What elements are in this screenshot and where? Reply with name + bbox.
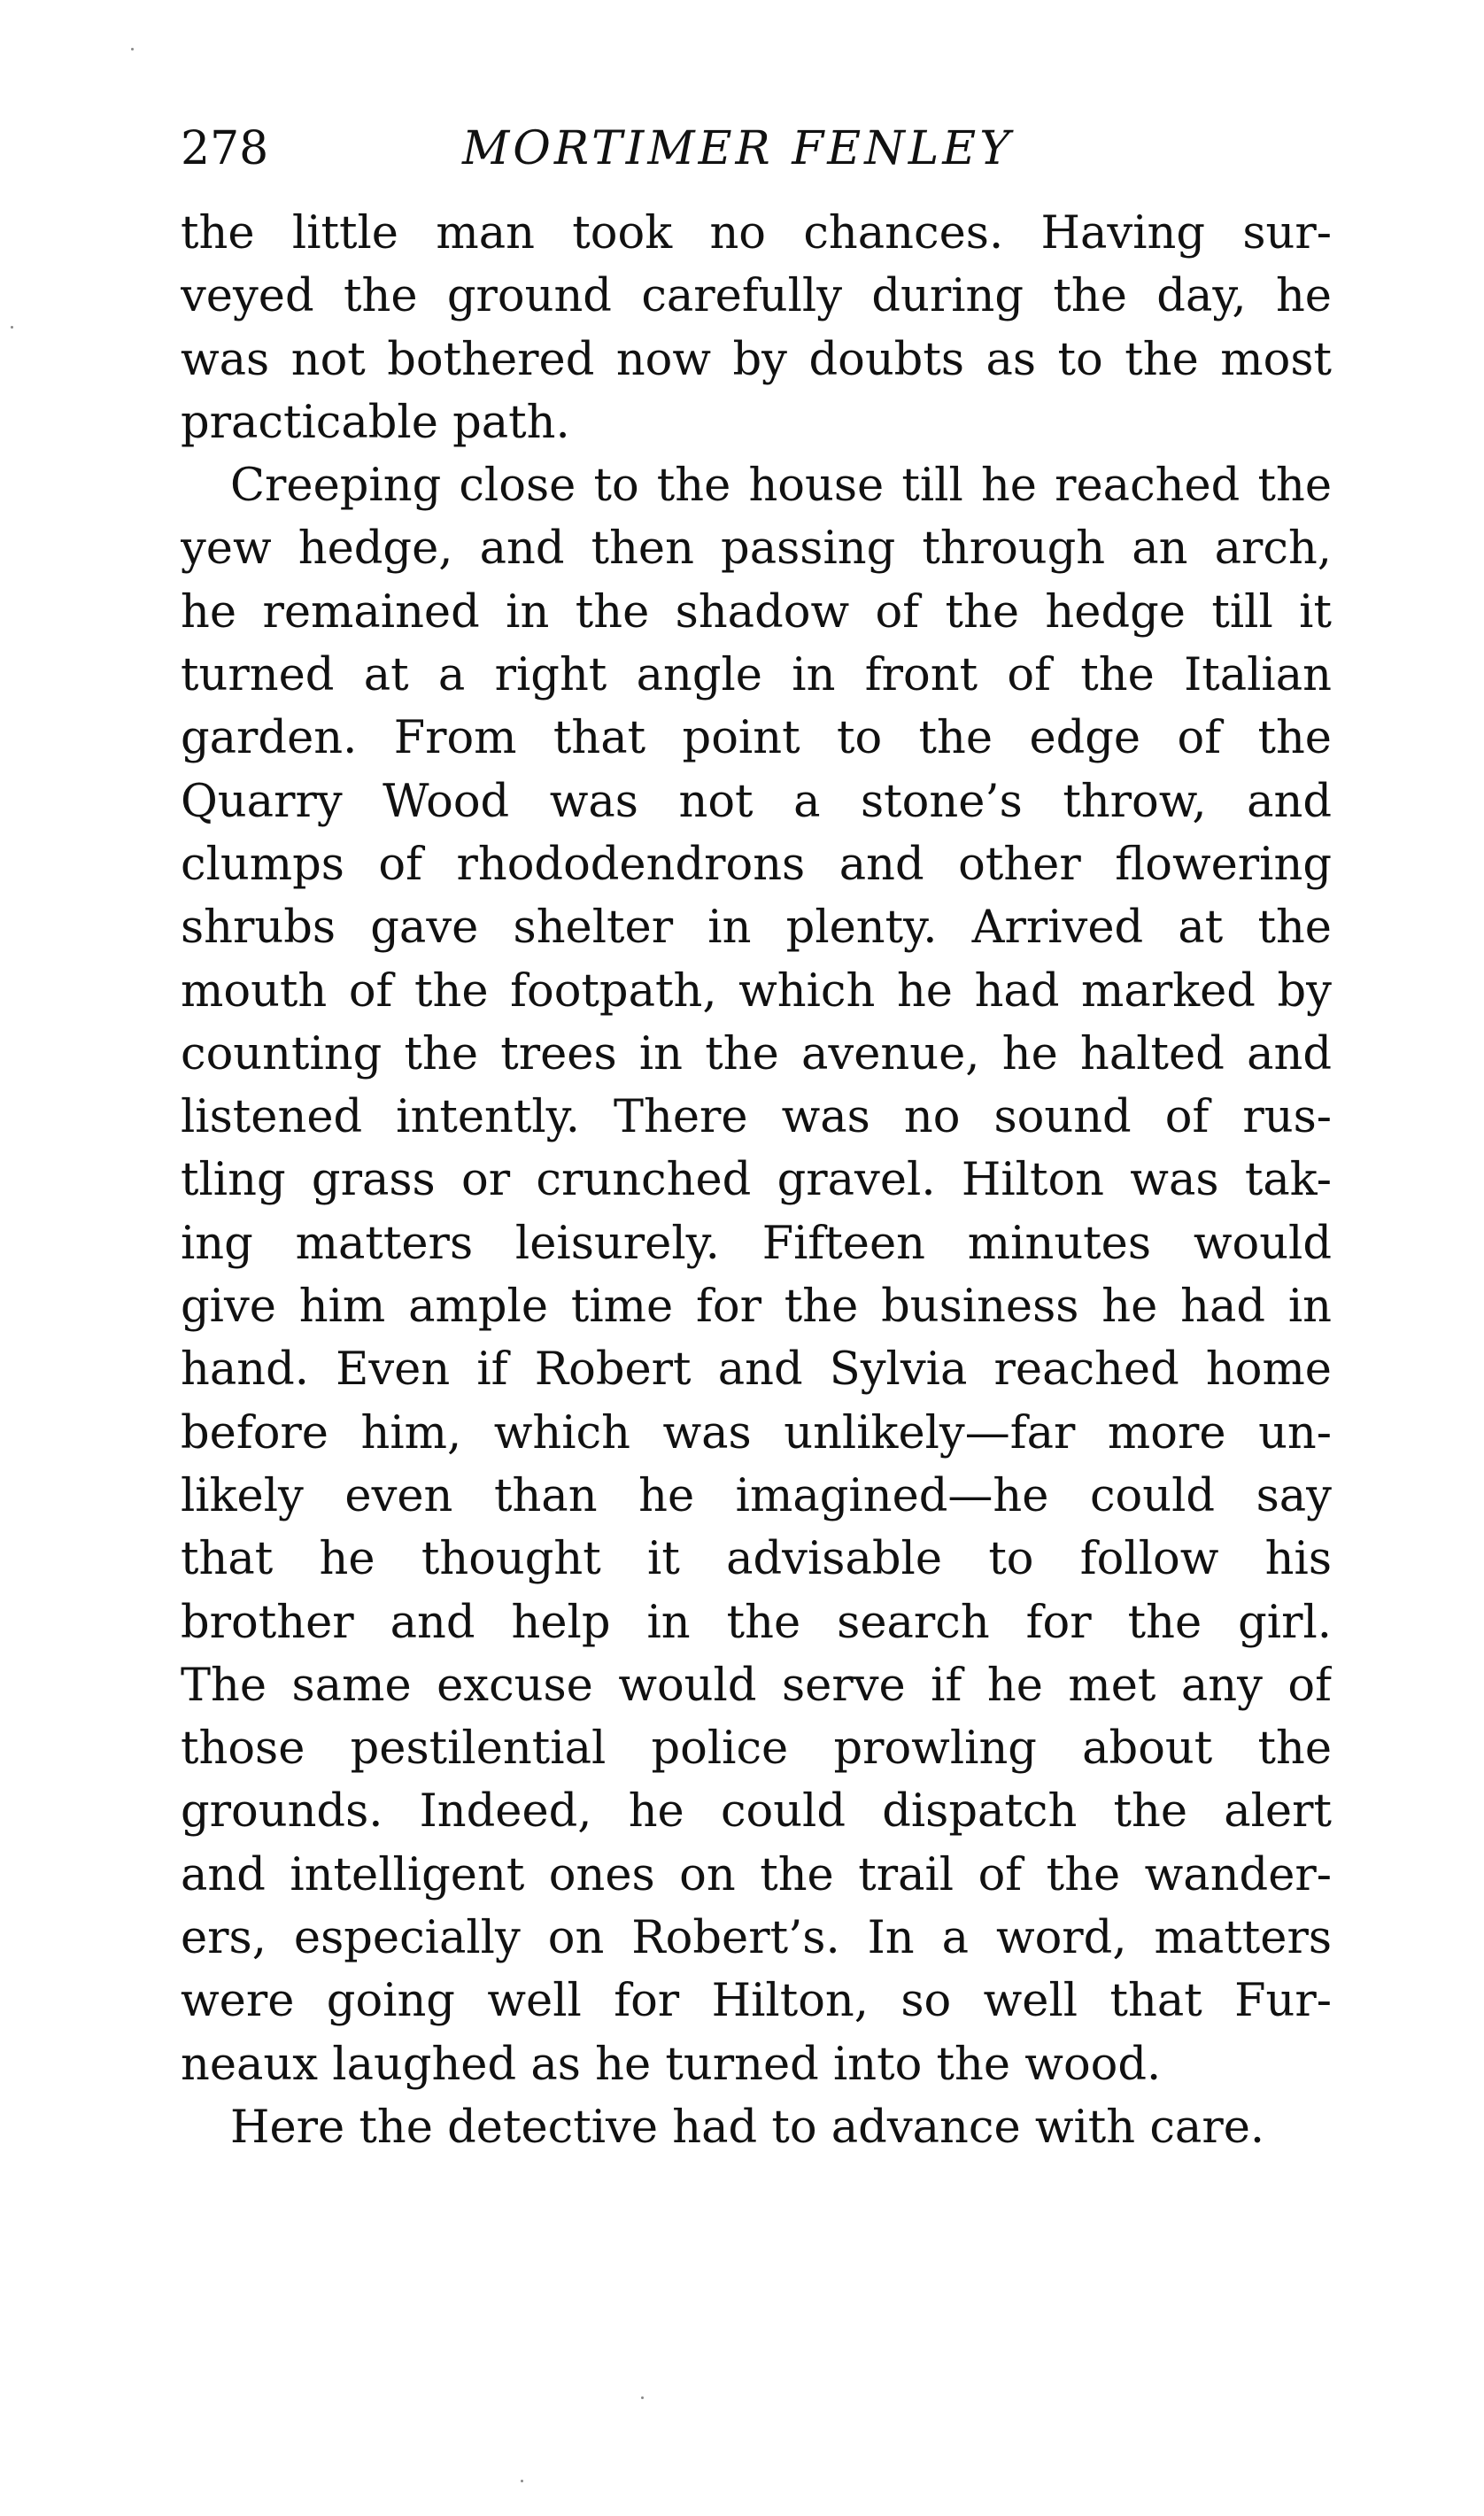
text-line: grounds. Indeed, he could dispatch the alert: [181, 1785, 1332, 1839]
text-line: the little man took no chances. Having sur-: [181, 207, 1332, 259]
page-header: [181, 113, 1332, 184]
text-line: garden. From that point to the edge of the: [181, 712, 1332, 765]
ink-speck: [641, 2396, 644, 2399]
ink-speck: [521, 2480, 523, 2482]
text-line: neaux laughed as he turned into the wood.: [181, 2038, 1162, 2091]
text-line: that he thought it advisable to follow his: [181, 1533, 1332, 1586]
text-line: he remained in the shadow of the hedge till it: [181, 585, 1332, 639]
body-text: [181, 202, 1332, 2159]
text-line: The same excuse would serve if he met any of: [181, 1659, 1332, 1712]
text-line: tling grass or crunched gravel. Hilton was tak-: [181, 1154, 1332, 1207]
text-line: Quarry Wood was not a stone’s throw, and: [181, 775, 1332, 828]
text-line: ers, especially on Robert’s. In a word, matters: [181, 1912, 1332, 1965]
text-line: likely even than he imagined—he could say: [181, 1469, 1332, 1522]
text-line: Creeping close to the house till he reached the: [230, 460, 1332, 513]
text-line: listened intently. There was no sound of rus-: [181, 1091, 1332, 1144]
text-line: shrubs gave shelter in plenty. Arrived at the: [181, 902, 1332, 955]
text-line: was not bothered now by doubts as to the most: [181, 333, 1332, 386]
text-line: counting the trees in the avenue, he halted and: [181, 1027, 1332, 1080]
text-line: and intelligent ones on the trail of the wander-: [181, 1848, 1332, 1901]
text-line: those pestilential police prowling about the: [181, 1722, 1332, 1776]
text-line: ing matters leisurely. Fifteen minutes would: [181, 1217, 1332, 1270]
text-line: hand. Even if Robert and Sylvia reached home: [181, 1343, 1332, 1397]
text-line: Here the detective had to advance with care.: [230, 2101, 1265, 2154]
ink-speck: [131, 48, 134, 50]
running-title: MORTIMER FENLEY: [462, 122, 1014, 175]
text-line: clumps of rhododendrons and other flowering: [181, 838, 1332, 891]
text-line: practicable path.: [181, 396, 570, 449]
text-line: turned at a right angle in front of the Italian: [181, 649, 1332, 702]
page-number: 278: [181, 122, 269, 175]
text-line: mouth of the footpath, which he had marked by: [181, 964, 1332, 1018]
text-line: yew hedge, and then passing through an arch,: [181, 523, 1332, 576]
ink-speck: [11, 326, 13, 329]
text-line: brother and help in the search for the girl.: [181, 1596, 1332, 1649]
text-line: were going well for Hilton, so well that Fur-: [181, 1975, 1332, 2028]
text-line: veyed the ground carefully during the day, he: [181, 270, 1332, 323]
text-line: before him, which was unlikely—far more un-: [181, 1406, 1332, 1459]
text-line: give him ample time for the business he had in: [181, 1281, 1332, 1334]
